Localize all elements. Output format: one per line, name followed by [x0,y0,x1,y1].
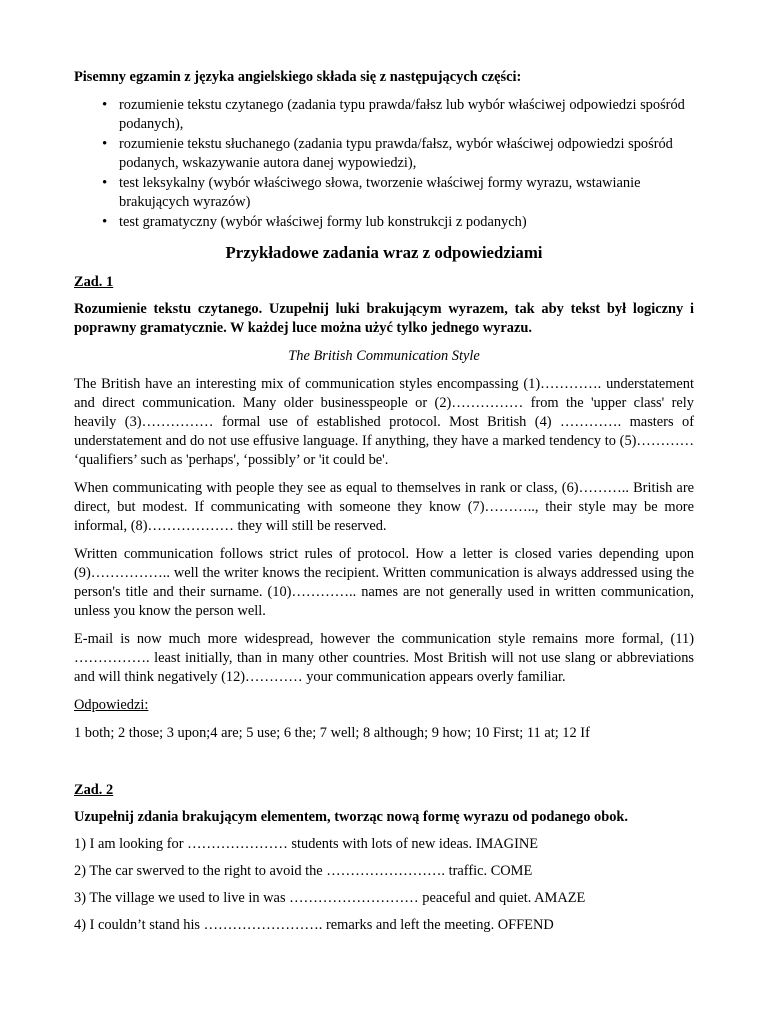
answers-label: Odpowiedzi: [74,697,149,713]
exercise-sentence: 4) I couldn’t stand his ……………………. remarks and left the meeting. OFFEND [74,917,554,933]
list-item: • rozumienie tekstu czytanego (zadania typu prawda/fałsz lub wybór właściwej odpowiedzi spośród podanych), [74,96,694,134]
list-item: • test gramatyczny (wybór właściwej formy lub konstrukcji z podanych) [74,213,694,232]
task-1-instruction: Rozumienie tekstu czytanego. Uzupełnij luki brakującym wyrazem, tak aby tekst był logiczny i poprawny gramatycznie. W każdej luce można użyć tylko jednego wyrazu. [74,301,694,336]
exam-parts-list [74,96,694,232]
exercise-sentence: 3) The village we used to live in was ……………………… peaceful and quiet. AMAZE [74,890,586,906]
task-1-label: Zad. 1 [74,274,114,290]
story-paragraph-4: E-mail is now much more widespread, however the communication style remains more formal, (11) ……………. least initially, than in many other countries. Most British will not use slang or abbreviations and will think negatively (12)………… your communication appears overly familiar. [74,631,694,685]
answers-text: 1 both; 2 those; 3 upon;4 are; 5 use; 6 the; 7 well; 8 although; 9 how; 10 First; 11 at; 12 If [74,725,590,741]
story-title: The British Communication Style [288,348,480,364]
list-item: • test leksykalny (wybór właściwego słowa, tworzenie właściwej formy wyrazu, wstawianie brakujących wyrazów) [74,174,694,212]
story-paragraph-3: Written communication follows strict rules of protocol. How a letter is closed varies depending upon (9)…………….. well the writer knows the recipient. Written communication is always addressed using the person's title and their surname. (10)………….. names are not generally used in written communication, unless you know the person well. [74,546,694,619]
story-paragraph-1: The British have an interesting mix of communication styles encompassing (1)…………. understatement and direct communication. Many older businesspeople or (2)…………… from the 'upper class' rely heavily (3)…………… formal use of established protocol. Most British (4) …………. masters of understatement and do not use effusive language. If anything, they have a marked tendency to (5)………… ‘qualifiers’ such as 'perhaps', ‘possibly’ or 'it could be'. [74,376,694,468]
section-title: Przykładowe zadania wraz z odpowiedziami [225,243,543,262]
exercise-sentence: 2) The car swerved to the right to avoid the ……………………. traffic. COME [74,863,533,879]
task-2-instruction: Uzupełnij zdania brakującym elementem, tworząc nową formę wyrazu od podanego obok. [74,809,628,825]
list-item: • rozumienie tekstu słuchanego (zadania typu prawda/fałsz, wybór właściwej odpowiedzi spośród podanych, wskazywanie autora danej wypowiedzi), [74,135,694,173]
exercise-sentence: 1) I am looking for ………………… students with lots of new ideas. IMAGINE [74,836,539,852]
task-2-label: Zad. 2 [74,782,114,798]
intro-heading: Pisemny egzamin z języka angielskiego składa się z następujących części: [74,69,522,85]
story-paragraph-2: When communicating with people they see as equal to themselves in rank or class, (6)……….. British are direct, but modest. If communicating with someone they know (7)……….., their style may be more informal, (8)……………… they will still be reserved. [74,480,694,534]
